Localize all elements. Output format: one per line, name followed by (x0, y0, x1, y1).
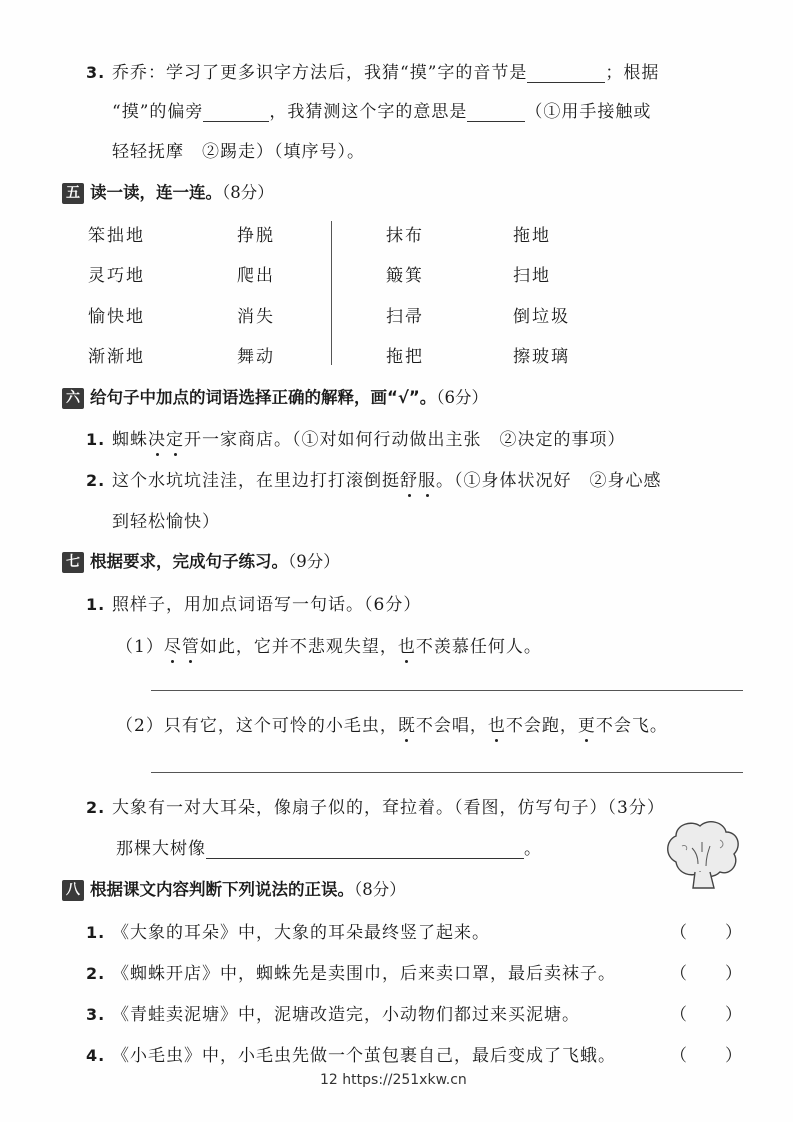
section8-heading (62, 876, 406, 901)
q3-text-b: ；根据 (605, 63, 660, 83)
sec6-item1 (86, 425, 626, 450)
match-verb[interactable]: 爬出 (237, 266, 275, 286)
dotted-char: 也 (398, 632, 416, 657)
judge-paren-open[interactable]: （ (670, 923, 687, 943)
judge-item (86, 1000, 580, 1025)
sec7-sub2-number: 2. (86, 798, 106, 817)
section7-badge: 七 (62, 552, 84, 573)
ex1-mid: 如此，它并不悲观失望， (199, 637, 398, 657)
dotted-char: 尽 (164, 632, 182, 657)
dotted-char: 也 (488, 711, 506, 736)
sec6-item2-number: 2. (86, 471, 106, 490)
judge-paren-close[interactable]: ） (725, 1046, 742, 1066)
sec7-sub2-text: 大象有一对大耳朵，像扇子似的，耷拉着。（看图，仿写句子）（3分） (112, 798, 665, 818)
match-verb[interactable]: 舞动 (237, 347, 275, 367)
judge-item-text: 《蜘蛛开店》中，蜘蛛先是卖围巾，后来卖口罩，最后卖袜子。 (112, 964, 616, 984)
tree-illustration (662, 818, 744, 892)
section5-title: 读一读，连一连。 (90, 183, 222, 202)
section6-score: （6分） (436, 388, 488, 407)
judge-item-text: 《大象的耳朵》中，大象的耳朵最终竖了起来。 (112, 923, 490, 943)
judge-paren-open[interactable]: （ (670, 1005, 687, 1025)
section6-heading (62, 384, 488, 409)
section5-heading (62, 179, 274, 204)
judge-item-text: 《小毛虫》中，小毛虫先做一个茧包裹自己，最后变成了飞蛾。 (112, 1046, 616, 1066)
sec6-item1-number: 1. (86, 430, 106, 449)
q3-number: 3. (86, 63, 106, 82)
ex1-post: 不羡慕任何人。 (415, 637, 542, 657)
q3-blank-meaning[interactable] (467, 103, 525, 122)
ex2-prefix: （2）只有它，这个可怜的小毛虫， (116, 716, 398, 736)
sec7-sub1-text: 照样子，用加点词语写一句话。（6分） (112, 595, 422, 615)
section5-score: （8分） (222, 183, 274, 202)
judge-paren-open[interactable]: （ (670, 964, 687, 984)
match-adverb[interactable]: 愉快地 (88, 307, 145, 327)
section8-badge: 八 (62, 880, 84, 901)
q3-blank-radical[interactable] (203, 103, 269, 122)
dotted-char: 决 (148, 425, 166, 450)
judge-paren-close[interactable]: ） (725, 923, 742, 943)
match-adverb[interactable]: 灵巧地 (88, 266, 145, 286)
answer-line-2[interactable] (151, 772, 743, 773)
judge-item-number: 2. (86, 964, 106, 983)
sec6-item2 (86, 466, 662, 491)
match-tool[interactable]: 扫帚 (386, 307, 424, 327)
q3-text-options: （①用手接触或 (525, 102, 652, 122)
match-tool[interactable]: 拖把 (386, 347, 424, 367)
dotted-char: 舒 (400, 466, 418, 491)
match-task[interactable]: 扫地 (513, 266, 551, 286)
judge-item-text: 《青蛙卖泥塘》中，泥塘改造完，小动物们都过来买泥塘。 (112, 1005, 580, 1025)
dotted-char: 既 (398, 711, 416, 736)
ex2-post: 不会飞。 (595, 716, 668, 736)
source-url[interactable]: https://251xkw.cn (342, 1072, 467, 1088)
tree-answer-blank[interactable] (206, 840, 524, 859)
q3-line3: 轻轻抚摩 ②踢走）（填序号）。 (112, 142, 365, 162)
dotted-char: 管 (182, 632, 200, 657)
judge-item (86, 918, 490, 943)
judge-item-number: 4. (86, 1046, 106, 1065)
dotted-char: 更 (578, 711, 596, 736)
tree-prompt-end: 。 (524, 839, 542, 859)
match-adverb[interactable]: 笨拙地 (88, 226, 145, 246)
section6-badge: 六 (62, 388, 84, 409)
q3-text-a: 乔乔：学习了更多识字方法后，我猜“摸”字的音节是 (112, 63, 528, 83)
section8-score: （8分） (354, 880, 406, 899)
judge-paren-open[interactable]: （ (670, 1046, 687, 1066)
page-footer (320, 1072, 467, 1088)
match-task[interactable]: 倒垃圾 (513, 307, 570, 327)
sec7-example2 (116, 711, 668, 736)
section7-heading (62, 548, 340, 573)
sec6-item1-post[interactable]: 开一家商店。（①对如何行动做出主张 ②决定的事项） (184, 430, 626, 450)
judge-paren-close[interactable]: ） (725, 964, 742, 984)
match-task[interactable]: 拖地 (513, 226, 551, 246)
q3-line1 (86, 58, 659, 83)
match-verb[interactable]: 挣脱 (237, 226, 275, 246)
judge-paren-close[interactable]: ） (725, 1005, 742, 1025)
section8-title: 根据课文内容判断下列说法的正误。 (90, 880, 354, 899)
sec7-example1 (116, 632, 542, 657)
sec6-item2-post[interactable]: 。（①身体状况好 ②身心感 (436, 471, 662, 491)
sec6-item2-pre: 这个水坑坑洼洼，在里边打打滚倒挺 (112, 471, 400, 491)
sec7-sub1-number: 1. (86, 595, 106, 614)
section7-score: （9分） (288, 552, 340, 571)
dotted-char: 定 (166, 425, 184, 450)
judge-item-number: 3. (86, 1005, 106, 1024)
ex2-mid2: 不会跑， (505, 716, 578, 736)
judge-item (86, 1041, 616, 1066)
section7-title: 根据要求，完成句子练习。 (90, 552, 288, 571)
q3-line2 (112, 97, 651, 122)
answer-line-1[interactable] (151, 690, 743, 691)
sec7-sub2 (86, 793, 665, 818)
judge-item (86, 959, 616, 984)
ex2-mid1: 不会唱， (415, 716, 488, 736)
judge-item-number: 1. (86, 923, 106, 942)
sec6-item2-line2[interactable]: 到轻松愉快） (112, 512, 220, 532)
sec7-sub1 (86, 590, 421, 615)
sec7-sub2-answer (116, 834, 542, 859)
match-tool[interactable]: 抹布 (386, 226, 424, 246)
match-verb[interactable]: 消失 (237, 307, 275, 327)
q3-blank-syllable[interactable] (527, 64, 605, 83)
section5-badge: 五 (62, 183, 84, 204)
q3-text-radical: “摸”的偏旁 (112, 102, 204, 122)
section6-title: 给句子中加点的词语选择正确的解释，画“√”。 (90, 388, 437, 407)
q3-text-guess: ，我猜测这个字的意思是 (269, 102, 468, 122)
sec6-item1-pre: 蜘蛛 (112, 430, 148, 450)
column-divider (331, 221, 332, 365)
match-tool[interactable]: 簸箕 (386, 266, 424, 286)
ex1-prefix: （1） (116, 637, 164, 657)
tree-prompt: 那棵大树像 (116, 839, 206, 859)
match-adverb[interactable]: 渐渐地 (88, 347, 145, 367)
dotted-char: 服 (418, 466, 436, 491)
page-number: 12 (320, 1072, 338, 1088)
match-task[interactable]: 擦玻璃 (513, 347, 570, 367)
